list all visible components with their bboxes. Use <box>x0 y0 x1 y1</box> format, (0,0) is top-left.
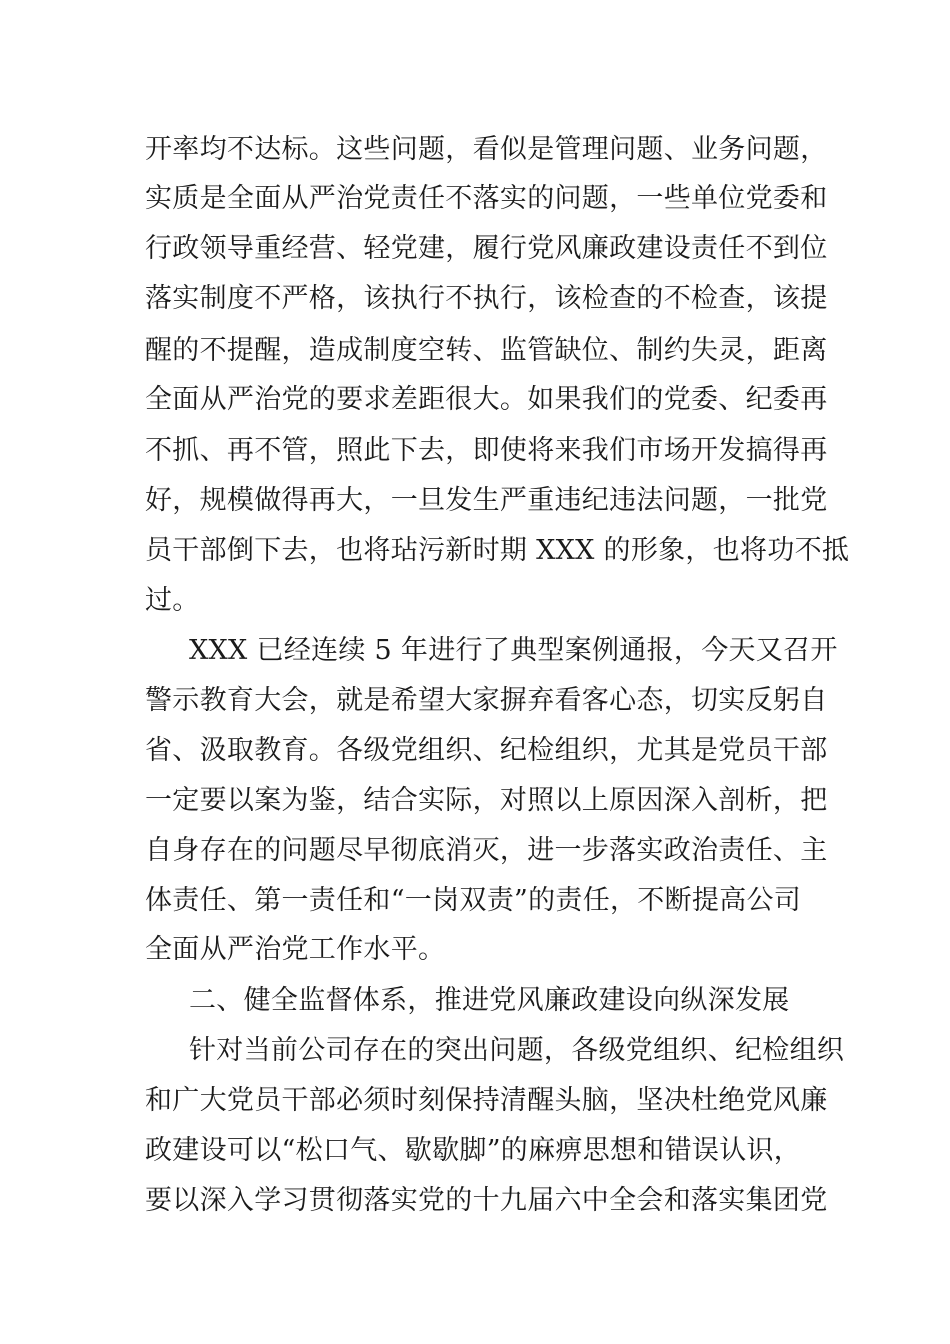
section-heading: 二、健全监督体系，推进党风廉政建设向纵深发展 <box>189 985 790 1016</box>
text-line-6: 全面从严治党的要求差距很大。如果我们的党委、纪委再 <box>145 384 828 415</box>
text-line-2: 实质是全面从严治党责任不落实的问题，一些单位党委和 <box>145 183 828 214</box>
text-line-7: 不抓、再不管，照此下去，即使将来我们市场开发搞得再 <box>145 435 828 466</box>
text-line-9: 员干部倒下去，也将玷污新时期 XXX 的形象，也将功不抵 <box>145 535 850 566</box>
text-line-1: 开率均不达标。这些问题，看似是管理问题、业务问题， <box>145 134 828 165</box>
text-line-5: 醒的不提醒，造成制度空转、监管缺位、制约失灵，距离 <box>145 335 828 366</box>
text-line-20: 和广大党员干部必须时刻保持清醒头脑，坚决杜绝党风廉 <box>145 1085 828 1116</box>
paragraph-start-line-2: 针对当前公司存在的突出问题，各级党组织、纪检组织 <box>189 1035 845 1066</box>
text-line-4: 落实制度不严格，该执行不执行，该检查的不检查，该提 <box>145 283 828 314</box>
text-line-8: 好，规模做得再大，一旦发生严重违纪违法问题，一批党 <box>145 485 828 516</box>
text-line-15: 自身存在的问题尽早彻底消灭，进一步落实政治责任、主 <box>145 835 828 866</box>
text-line-16: 体责任、第一责任和“一岗双责”的责任，不断提高公司 <box>145 885 802 916</box>
text-line-10: 过。 <box>145 585 200 616</box>
text-line-14: 一定要以案为鉴，结合实际，对照以上原因深入剖析，把 <box>145 785 828 816</box>
text-line-22: 要以深入学习贯彻落实党的十九届六中全会和落实集团党 <box>145 1185 828 1216</box>
paragraph-start-line: XXX 已经连续 5 年进行了典型案例通报，今天又召开 <box>189 635 838 666</box>
text-line-13: 省、汲取教育。各级党组织、纪检组织，尤其是党员干部 <box>145 735 828 766</box>
text-line-12: 警示教育大会，就是希望大家摒弃看客心态，切实反躬自 <box>145 685 828 716</box>
text-line-3: 行政领导重经营、轻党建，履行党风廉政建设责任不到位 <box>145 233 828 264</box>
text-line-17: 全面从严治党工作水平。 <box>145 934 446 965</box>
text-line-21: 政建设可以“松口气、歇歇脚”的麻痹思想和错误认识， <box>145 1135 802 1166</box>
